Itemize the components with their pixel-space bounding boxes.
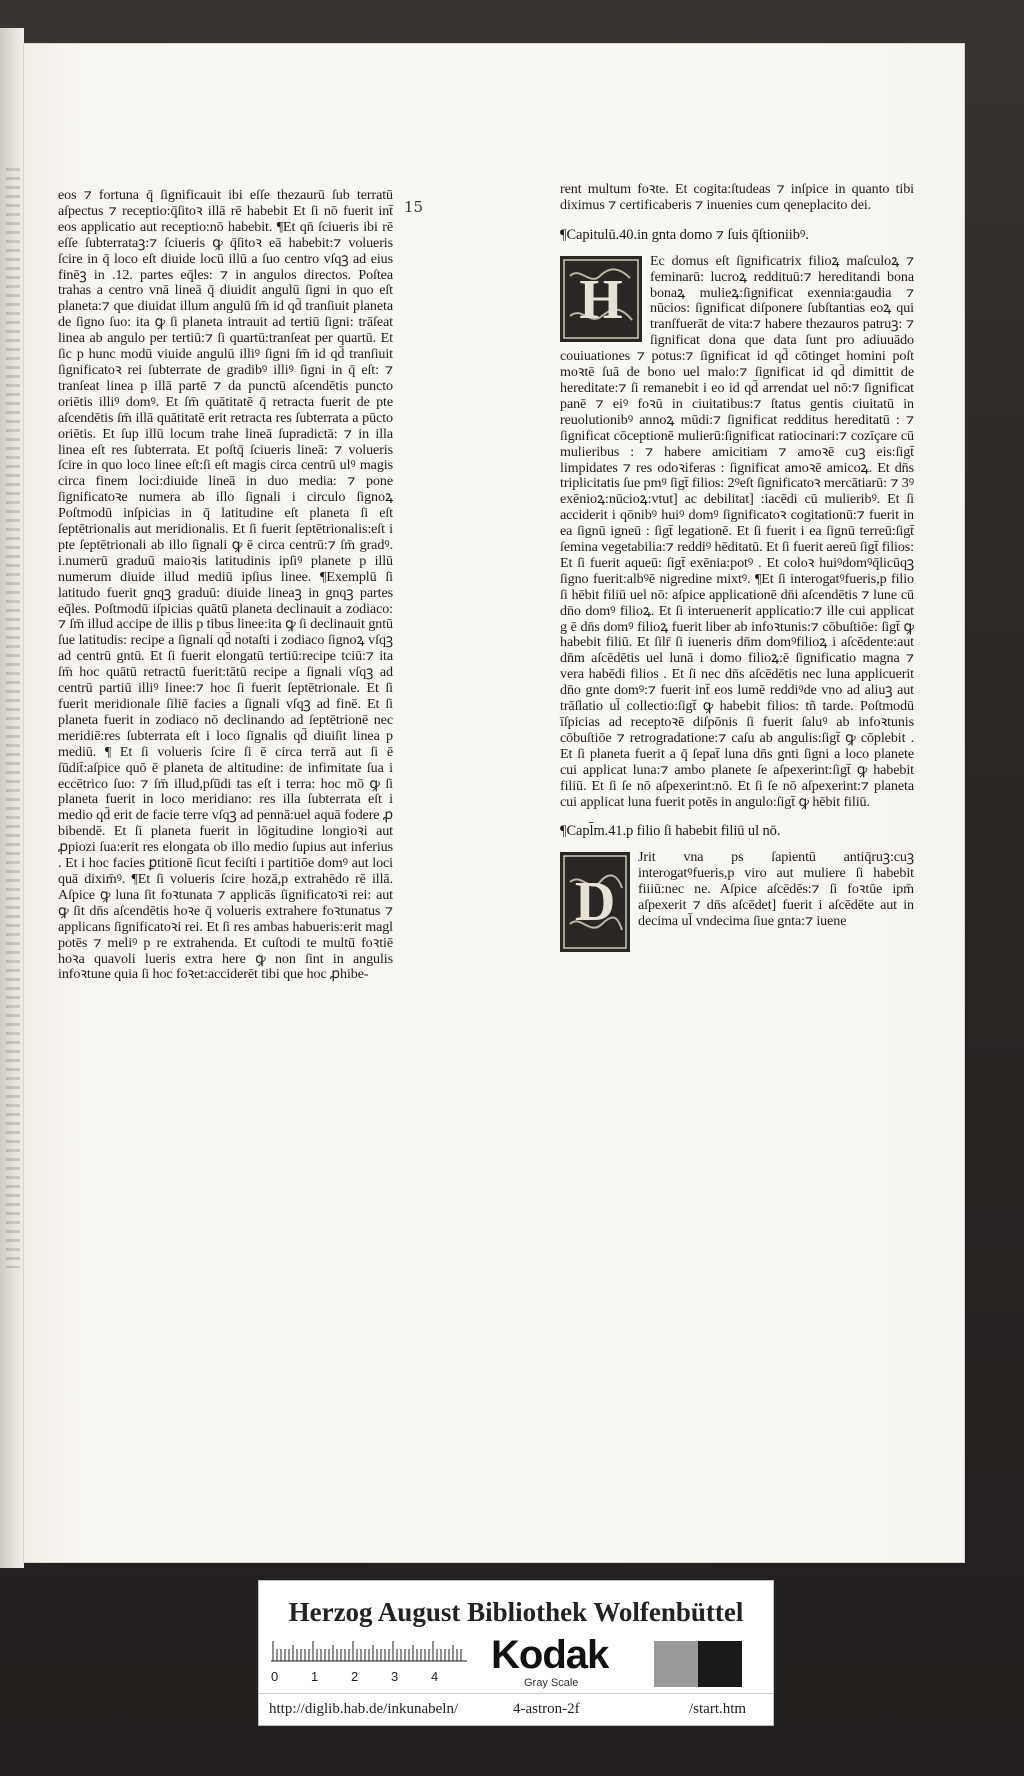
chapter-41-text: Jrit vna ps ſapientū antiq̄ruꝫ:cuꝫ interogatꝰfueris,p viro aut muliere ſi habebit fiiiū:nec ne. Aſpice aſcēdēs:⁊ ſi foꝛtūe ipm̄ aſpexerit ⁊ dn̄s aſcēdet] fuerit i aſcēdēte aut in decima ul̄ vndecima ſiue gnta:⁊ iuene (638, 849, 914, 929)
library-name: Herzog August Bibliothek Wolfenbüttel (288, 1597, 744, 1627)
decorated-initial-d (560, 852, 630, 952)
scale-ruler (271, 1637, 471, 1687)
decorated-initial-h (560, 256, 642, 342)
right-text-column (560, 182, 914, 954)
chapter-41-heading: ¶Capl̄m.41.p filio ſi habebit filiū ul nō. (560, 823, 781, 840)
start-page-text: /start.htm (689, 1701, 747, 1717)
chapter-40-text: Ec domus eſt ſignificatrix filioꝝ maſculoꝝ ⁊ feminarū: lucroꝝ reddituū:⁊ hereditandi bona bonaꝝ mulieꝝ:ſignificat exennia:gaudia ⁊ nūcios: ſignificat diſponere ſubſtantias eoꝝ qui tranſfuerāt de vita:⁊ habere thezauros patruꝫ: ⁊ ſignificat dona que data ſunt pro adiuuādo couiuationes ⁊ potus:⁊ ſignificat id qd̄ cōtinget homini poſt moꝛtē ſuā de bono uel malo:⁊ ſignificat id qd̄ dimittit de hereditate:⁊ ſi remanebit i eo id qd̄ arrendat uel nō:⁊ ſignificat panē ⁊ eiꝰ foꝛū in ciuitatibus:⁊ ſtatus gentis ciuitatū in reuolutionibꝰ annoꝝ mūdi:⁊ ſignificat redditus hereditatū : ⁊ ſignificat cōceptionē mulierū:ſignificat ratiocinari:⁊ cozīçare cū mulieribus : ⁊ habere amicitiam ⁊ amoꝛē cuꝫ eis:ſigt̄ limpidates ⁊ res odoꝛiferas : ſignificat amoꝛē amicoꝝ. Et dn̄s triplicitatis ſue pmꝰ ſigt̄ filios: 2ꝰeſt ſignificatoꝛ mercātiarū: ⁊ 3ꝰ exēnioꝝ:nūcioꝝ:vtut] ac debilitat] :iacēdi cū mulieribꝰ. Et ſi acciderit i qōnibꝰ huiꝰ domꝰ ſignificatoꝛ cogitationū:⁊ fuerit in ea ſignū igneū : ſigt̄ legationē. Et ſi fuerit i ea ſignū terreū:ſigt̄ ſemina vegetabilia:⁊ reddiꝰ hēditatū. Et ſi fuerit aereū ſigt̄ filios: Et ſi fuerit aqueū: ſigt̄ exēnia:potꝰ . Et coloꝛ huiꝰdomꝰq̄licūqꝫ ſigno fuerit:albꝰē nigredine mixtꝰ. ¶Et ſi interogatꝰfueris,p filio ſi hēbit filiū uel nō: aſpice applicationē dn̄i aſcendētis ⁊ lune cū dn̄o domꝰ filioꝝ. Et ſi interuenerit applicatio:⁊ ille cui applicat g ē dn̄s domꝰ filioꝝ fuerit liber ab infoꝛtunis:⁊ cōbuſtiōe: ſigt̄ ꝙ habebit filiū. Et ſilr̄ ſi iueneris dn̄m domꝰfilioꝝ i aſcēdente:aut dn̄m aſcēdētis uel lunā i domo filioꝝ:ē ſignificatio magna ⁊ vera habēdi filios . Et ſi nec dn̄s aſcēdētis nec luna applicuerit dn̄o gnte domꝰ:⁊ fuerit int̄ eos lumē reddiꝰde vno ad aliuꝫ aut trāſlatio ul̄ collectio:ſigt̄ ꝙ habebit filios: tñ tarde. Poſtmodū īſpicias ad receptoꝛē diſpōnis ſi fuerit ſaluꝰ ab infoꝛtunis cōbuſtiōe ⁊ retrogradatione:⁊ caſu ab angulis:ſigt̄ ꝙ cōplebit . Et ſi planeta fuerit a q̄ ſepat̄ luna dn̄s gnti ſigni a loco planete cui applicat luna:⁊ ambo planete ſe aſpexerint:ſigt̄ ꝙ habebit filiū. Et ſi ſe nō aſpexerint:nō. Et ſi ſe nō aſpexerint:⁊ planeta cui applicat luna fuerit potēs in angulo:ſigt̄ ꝙ hēbit filiū. (560, 252, 914, 810)
facing-page-edge (0, 28, 24, 1568)
page-number: 15 (404, 198, 424, 216)
ruler-label-4: 4 (431, 1669, 439, 1684)
ruler-label-1: 1 (311, 1669, 319, 1684)
ruler-label-2: 2 (351, 1669, 359, 1684)
chapter-39-continuation: rent multum foꝛte. Et cogita:ſtudeas ⁊ inſpice in quanto tibi diximus ⁊ certificaberis ⁊ inuenies cum qeneplacito dei. (560, 181, 914, 213)
scan-target-label (258, 1580, 774, 1726)
ruler-label-0: 0 (271, 1669, 279, 1684)
gray-scale-caption: Gray Scale (524, 1677, 579, 1689)
initial-letter-d: D (574, 871, 616, 934)
initial-letter-h: H (579, 268, 623, 331)
left-column-paragraph: eos ⁊ fortuna q̄ ſignificauit ibi eſſe thezaurū ſub terratū aſpectus ⁊ receptio:q̄ſitoꝛ illā rē habebit Et ſi nō fuerit int̄ eos applicatio aut receptio:nō habebit. ¶Et qn̄ ſciueris ibi rē eſſe ſubterrataꝫ:⁊ ſciueris ꝙ q̄ſitoꝛ eā habebit:⁊ volueris ſcire in q̄ loco eſt diuide locū illū a ſuo centro vſqꝫ ad eius finēꝫ in .12. partes eq̄les: ⁊ in angulos directos. Poſtea trahas a centro vnā lineā q̄ diuidit angulū ſigni in quo eſt planeta:⁊ que diuidat illum angulū ſm̄ id qd̄ tranſiuit planeta de ſigno ſuo: ita ꝙ ſi planeta intrauit ad tertiū ſigni: trāſeat linea ab angulo per tertiū:⁊ ſi quartū:tranſeat per quartū. Et ſic p hunc modū viuide angulū illiꝰ ſigni ſm̄ id qd̄ tranſiuit ſignificatoꝛ rei ſubterrate de gradibꝰ illiꝰ ſigni in q̄ eſt: ⁊ tranſeat linea p illā partē ⁊ da punctū aſcendētis puncto oriētis illiꝰ domꝰ. Et ſm̄ quātitatē q̄ retracta fuerit de pte aſcendētis ſm̄ illā quātitatē erit retracta res ſubterrata a pūcto oriētis. Et ſup illū locum trahe lineā ſupradictā: ⁊ in illa linea eſt res ſubterrata. Et poſtq̄ ſciueris lineā: ⁊ volueris ſcire in quo loco linee eſt:ſi eſt magis circa centrū ulꝰ magis circa finem loci:diuide lineā in duo media: ⁊ pone ſignificatoꝛe numera ab illo ſignali i circulo ſignoꝝ Poſtmodū inſpicias in q̄ latitudine eſt planeta ſi eſt ſeptētrionalis aut meridionalis. Et ſi fuerit ſeptētrionalis:eſt i pte ſeptētrionali ab illo ſignali ꝙ ē circa centrū:⁊ ſm̄ gradꝰ. i.numerū graduū maioꝛis latitudinis ipſiꝰ planete p illū numerum diuide illud mediū ipſius linee. ¶Exemplū ſi latitudo fuerit gnqꝫ graduū: diuide lineaꝫ in gnqꝫ partes eq̄les. Poſtmodū iſpicias quātū planeta declinauit a zodiaco: ⁊ ſm̄ illud accipe de illis p tibus linee:ita ꝙ ſi declinauit gntū ſue latitudis: recipe a ſignali qd̄ notaſti i zodiaco ſignoꝝ vſqꝫ ad centrū gntū. Et ſi fuerit elongatū tertiū:recipe tciū:⁊ ita ſm̄ hoc quātū retractū fuerit:tātū recipe a ſignali vſqꝫ ad centrū partiū illiꝰ linee:⁊ hoc ſi fuerit ſeptētrionale. Et ſi fuerit meridionale ſiliē facies a ſignali vſqꝫ ad finē. Et ſi planeta fuerit in zodiaco nō declinando ad ſeptētrionē nec meridiē:res ſubterrata eſt i loco ſignalis qd̄ diuiſit linea p mediū. ¶ Et ſi volueris ſcire ſi ē circa terrā aut ſi ē ſūdit̄:aſpice quō ē planeta de altitudine: de infimitate ſua i eccētrico ſuo: ⁊ ſm̄ illud,pſūdi tas eſt i terra: hoc mō ꝙ ſi planeta fuerit in loco meridiano: res illa ſubterrata eſt i medio qd̄ erit de facie terre vſqꝫ ad pennā:uel aquā fodere ꝓ bibendē. Et ſi planeta fuerit in lōgitudine longioꝛi aut ꝓpiozi ſua:erit res elongata ob illo medio ſupius aut inferius . Et i hoc facies ꝑtitionē ſicut feciſti i partitiōe domꝰ aut loci quā dixim̄ꝰ. ¶Et ſi volueris ſcire hozā,p extrahēdo rē illā. Aſpice ꝙ luna ſit foꝛtunata ⁊ applicās ſignificatoꝛi rei: aut ꝙ ſit dn̄s aſcendētis hoꝛe q̄ volueris extrahere foꝛtunatus ⁊ applicans ſignificatoꝛi rei. Et ſi res ambas habueris:erit magl potēs ⁊ meliꝰ p re extrahenda. Et cuſtodi te multū foꝛtiē hoꝛa quavoli lueris extra here ꝙ non ſint in angulis infoꝛtune quia ſi hoc foꝛet:acciderēt tibi que hoc ꝓhibe- (58, 187, 393, 983)
chapter-40-heading: ¶Capitulū.40.in gnta domo ⁊ ſuis q̄ſtioniibꝰ. (560, 226, 809, 243)
left-text-column (58, 188, 393, 983)
label-divider (259, 1693, 773, 1694)
gray-swatch-light (654, 1641, 698, 1687)
gray-swatch-dark (698, 1641, 742, 1687)
url-text: http://diglib.hab.de/inkunabeln/ (269, 1701, 459, 1717)
shelfmark-text: 4-astron-2f (513, 1701, 580, 1717)
ruler-label-3: 3 (391, 1669, 399, 1684)
kodak-logo: Kodak (491, 1633, 609, 1677)
label-url-row (259, 1695, 773, 1725)
